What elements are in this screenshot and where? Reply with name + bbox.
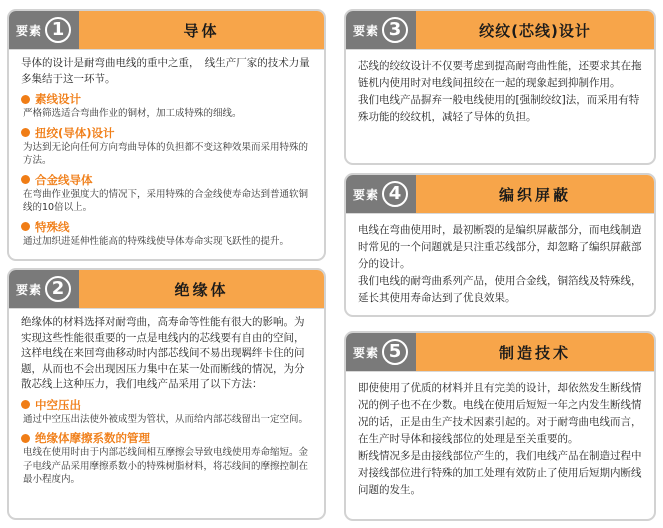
- circled-number-icon: 5: [382, 339, 408, 365]
- section-header: [346, 333, 654, 372]
- section-body: [346, 372, 654, 499]
- section-header: [346, 175, 654, 214]
- element-tag: [9, 270, 79, 308]
- element-tag: [346, 333, 416, 371]
- element-tag: [346, 11, 416, 49]
- section-card-5: [344, 331, 656, 521]
- circled-number-icon: 1: [45, 17, 71, 43]
- bullet-desc: 通过加织进延伸性能高的特殊线使导体寿命实现飞跃性的提升。: [23, 235, 290, 247]
- tag-label: 要素: [353, 23, 380, 38]
- circled-number-icon: 4: [382, 181, 408, 207]
- section-card-2: [7, 268, 326, 520]
- section-title: 制造技术: [416, 333, 654, 371]
- section-title: 编织屏蔽: [416, 175, 654, 213]
- bullet-title-text: 特殊线: [35, 219, 70, 234]
- paragraph: 芯线的绞纹设计不仅要考虑到提高耐弯曲性能，还要求其在拖链机内使用时对电线间扭绞在一起的现象起到抑制作用。: [358, 60, 642, 89]
- bullet-dot-icon: [21, 95, 30, 104]
- bullet-dot-icon: [21, 400, 30, 409]
- bullet-title: [21, 219, 312, 235]
- bullet-desc: 在弯曲作业强度大的情况下，采用特殊的合金线使寿命达到普通软铜线的10倍以上。: [23, 188, 309, 213]
- bullet-title-text: 扭绞(导体)设计: [35, 125, 115, 140]
- tag-label: 要素: [353, 345, 380, 360]
- bullet-title: [21, 397, 312, 413]
- paragraph: 断线情况多是由接线部位产生的，我们电线产品在制造过程中对接线部位进行特殊的加工处理有效防止了使用后短期内断线问题的发生。: [358, 450, 642, 496]
- bullet-title: [21, 430, 312, 446]
- tag-label: 要素: [16, 23, 43, 38]
- paragraph: 即使使用了优质的材料并且有完美的设计，却依然发生断线情况的例子也不在少数。电线在使用后短短一年之内发生断线情况的话，正是由生产技术因素引起的。对于耐弯曲电线而言，在生产时导体和接线部位的处理是至关重要的。: [358, 382, 642, 445]
- section-card-3: [344, 9, 656, 165]
- section-header: [9, 270, 324, 309]
- bullet-title: [21, 172, 312, 188]
- bullet-title-text: 绝缘体摩擦系数的管理: [35, 431, 150, 445]
- paragraph: 我们电线的耐弯曲系列产品，使用合金线，铜箔线及特殊线，延长其使用寿命达到了优良效果。: [358, 275, 642, 304]
- bullet-title-text: 素线设计: [35, 92, 81, 106]
- section-body: [346, 50, 654, 126]
- tag-label: 要素: [16, 282, 43, 297]
- section-title: 导体: [79, 11, 324, 49]
- paragraph: 电线在弯曲使用时，最初断裂的是编织屏蔽部分，而电线制造时常见的一个问题就是只注重芯线部分，却忽略了编织屏蔽部分的设计。: [358, 224, 642, 270]
- circled-number-icon: 2: [45, 276, 71, 302]
- paragraph: 我们电线产品摒弃一般电线使用的[强制绞纹]法，而采用有特殊功能的绞纹机，减轻了导体的负担。: [358, 94, 640, 123]
- bullet-desc: 为达到无论向任何方向弯曲导体的负担都不变这种效果而采用特殊的方法。: [23, 141, 309, 166]
- section-body: [346, 214, 654, 307]
- bullet-desc: 严格筛选适合弯曲作业的铜材，加工成特殊的细线。: [23, 108, 242, 119]
- section-card-4: [344, 173, 656, 317]
- tag-label: 要素: [353, 187, 380, 202]
- bullet-dot-icon: [21, 175, 30, 184]
- intro-text: 导体的设计是耐弯曲电线的重中之重， 线生产厂家的技术力量多集结于这一环节。: [21, 57, 310, 85]
- element-tag: [346, 175, 416, 213]
- section-body: [9, 50, 324, 248]
- section-body: [9, 309, 324, 487]
- bullet-title-text: 中空压出: [35, 397, 81, 412]
- section-card-1: [7, 9, 326, 261]
- bullet-dot-icon: [21, 128, 30, 137]
- intro-text: 绝缘体的材料选择对耐弯曲，高寿命等性能有很大的影响。为实现这些性能很重要的一点是电线内的芯线要有自由的空间，这样电线在来回弯曲移动时内部芯线间不易出现羁绊卡住的问题，从而也不会出现因压力集中在某一处而断线的情况，为分散芯线上这种压力，我们电线产品采用了以下方法：: [21, 316, 305, 390]
- bullet-desc: 通过中空压出法使外被成型为管状，从而给内部芯线留出一定空间。: [23, 413, 309, 425]
- section-title: 绞纹(芯线)设计: [416, 11, 654, 49]
- section-header: [346, 11, 654, 50]
- bullet-dot-icon: [21, 222, 30, 231]
- bullet-title-text: 合金线导体: [35, 172, 93, 187]
- element-tag: [9, 11, 79, 49]
- bullet-desc: 电线在使用时由于内部芯线间相互摩擦会导致电线使用寿命缩短。金子电线产品采用摩擦系数小的特殊树脂材料，将芯线间的摩擦控制在最小程度内。: [23, 447, 309, 485]
- bullet-title: [21, 125, 312, 141]
- bullet-dot-icon: [21, 434, 30, 443]
- circled-number-icon: 3: [382, 17, 408, 43]
- section-header: [9, 11, 324, 50]
- bullet-title: [21, 91, 312, 107]
- section-title: 绝缘体: [79, 270, 324, 308]
